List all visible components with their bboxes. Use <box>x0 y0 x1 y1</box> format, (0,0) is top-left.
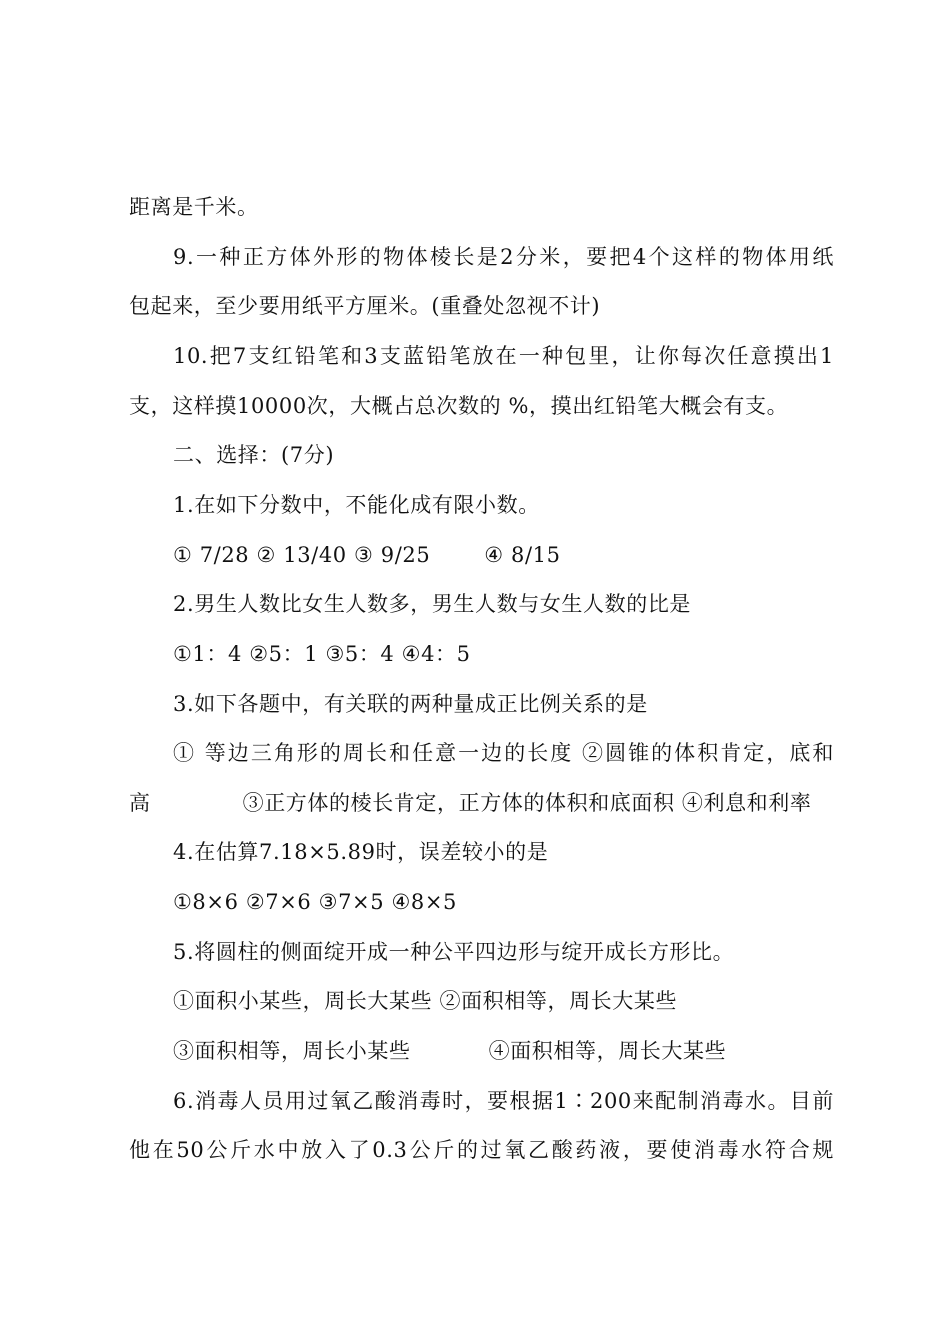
option-3: ③面积相等，周长小某些 <box>173 1039 411 1063</box>
choice-question-6-line-2: 他在50公斤水中放入了0.3公斤的过氧乙酸药液，要使消毒水符合规 <box>129 1138 834 1162</box>
options-3-4: ③正方体的棱长肯定，正方体的体积和底面积 ④利息和利率 <box>242 791 812 815</box>
choice-question-4-options: ①8×6 ②7×6 ③7×5 ④8×5 <box>173 890 457 914</box>
choice-question-2: 2.男生人数比女生人数多，男生人数与女生人数的比是 <box>173 592 692 616</box>
choice-question-5-options-line-2 <box>173 1036 834 1066</box>
question-10-line-1: 10.把7支红铅笔和3支蓝铅笔放在一种包里，让你每次任意摸出1 <box>173 344 834 368</box>
choice-question-2-options: ①1：4 ②5：1 ③5：4 ④4：5 <box>173 642 471 666</box>
question-9-line-1: 9.一种正方体外形的物体棱长是2分米，要把4个这样的物体用纸 <box>173 245 834 269</box>
choice-question-4: 4.在估算7.18×5.89时，误差较小的是 <box>173 840 549 864</box>
choice-question-3-options-line-2 <box>129 788 834 818</box>
choice-question-1: 1.在如下分数中，不能化成有限小数。 <box>173 493 540 517</box>
options-1-3: ① 7/28 ② 13/40 ③ 9/25 <box>173 543 431 567</box>
text-line: 距离是千米。 <box>129 195 259 219</box>
question-10-line-2: 支，这样摸10000次，大概占总次数的 %，摸出红铅笔大概会有支。 <box>129 394 789 418</box>
choice-question-6-line-1: 6.消毒人员用过氧乙酸消毒时，要根据1∶200来配制消毒水。目前 <box>173 1089 834 1113</box>
option-fragment: 高 <box>129 791 151 815</box>
choice-question-3: 3.如下各题中，有关联的两种量成正比例关系的是 <box>173 692 648 716</box>
question-9-line-2: 包起来，至少要用纸平方厘米。(重叠处忽视不计) <box>129 294 601 318</box>
choice-question-5-options-line-1: ①面积小某些，周长大某些 ②面积相等，周长大某些 <box>173 989 678 1013</box>
choice-question-5: 5.将圆柱的侧面绽开成一种公平四边形与绽开成长方形比。 <box>173 940 735 964</box>
choice-question-1-options <box>173 540 834 570</box>
option-4: ④ 8/15 <box>484 543 561 567</box>
option-4: ④面积相等，周长大某些 <box>488 1039 727 1063</box>
choice-question-3-options-line-1: ① 等边三角形的周长和任意一边的长度 ②圆锥的体积肯定，底和 <box>173 741 834 765</box>
section-heading: 二、选择：(7分) <box>173 443 335 467</box>
